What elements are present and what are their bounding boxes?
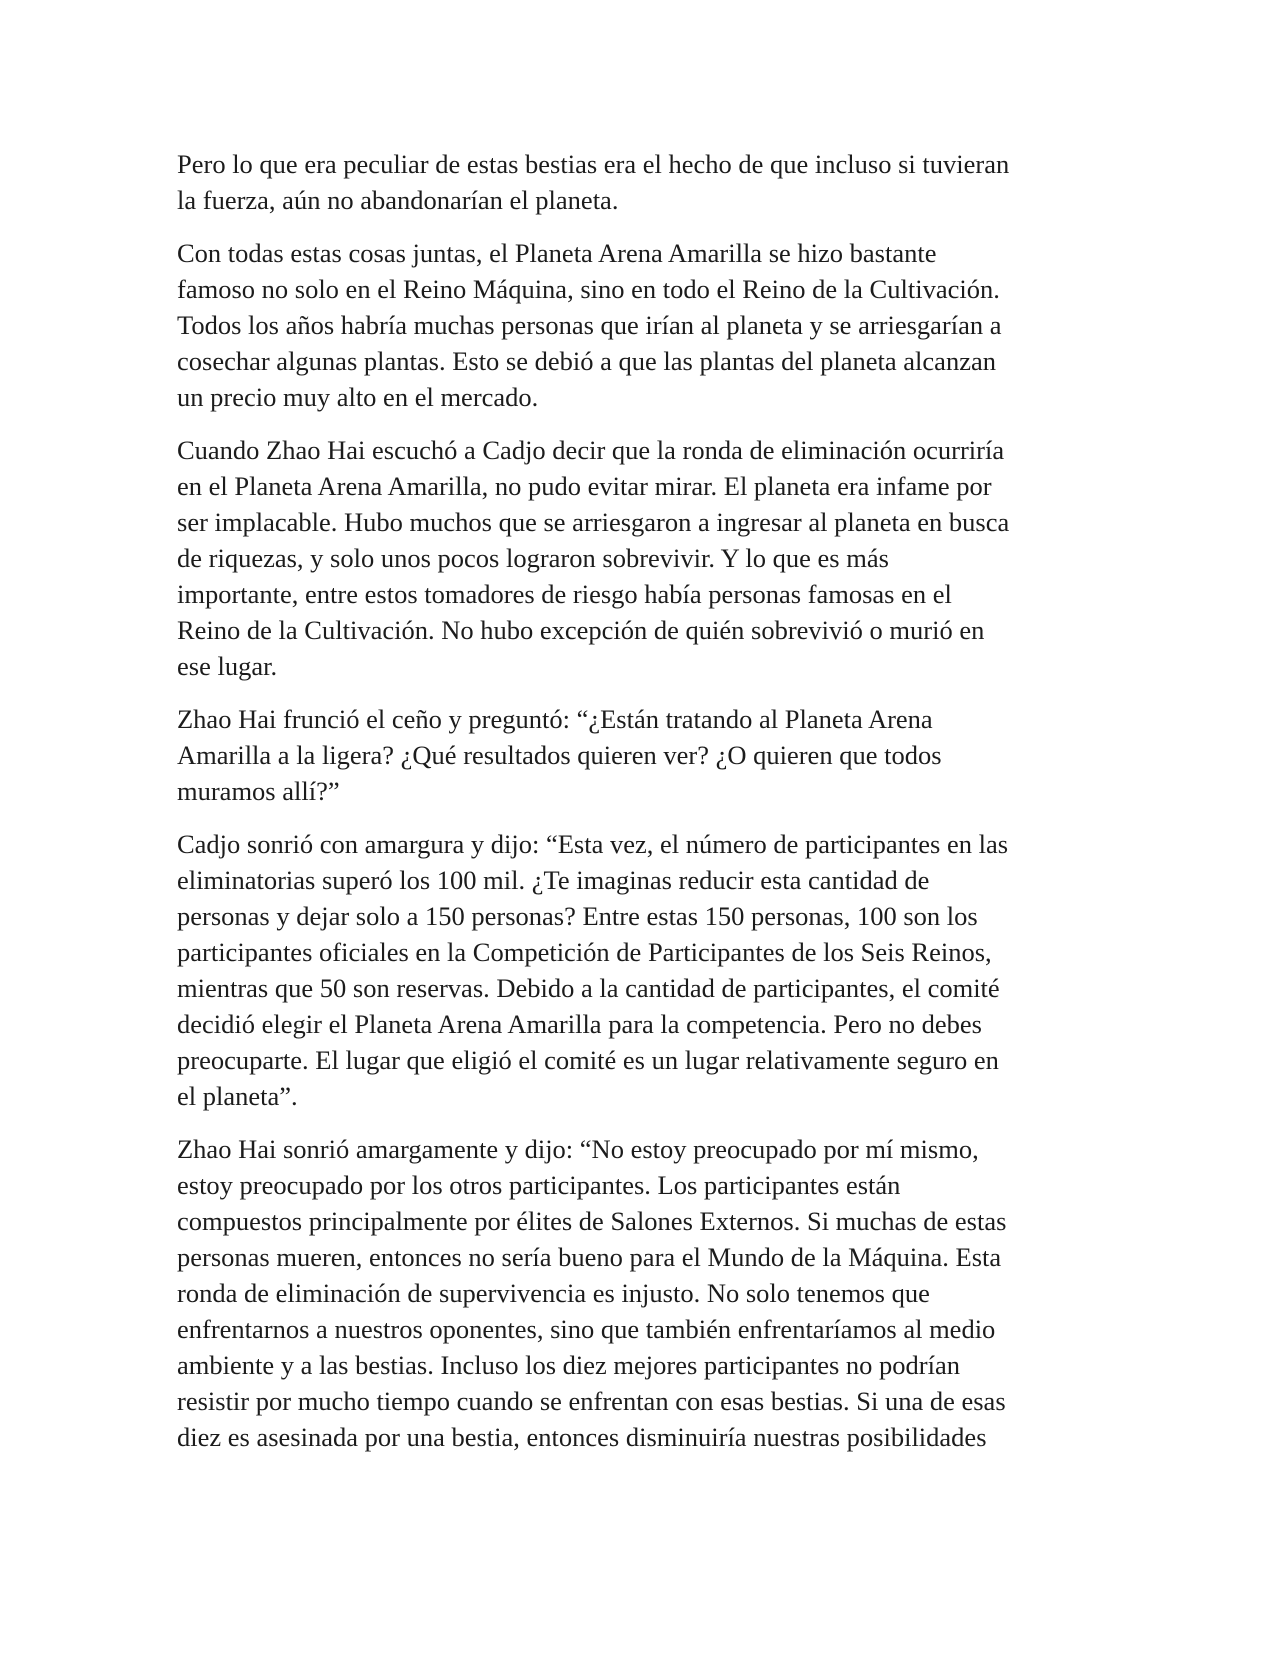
text-line: un precio muy alto en el mercado.	[177, 382, 539, 412]
text-line: de riquezas, y solo unos pocos lograron sobrevivir. Y lo que es más	[177, 543, 889, 573]
text-line: cosechar algunas plantas. Esto se debió a que las plantas del planeta alcanzan	[177, 346, 996, 376]
text-line: resistir por mucho tiempo cuando se enfrentan con esas bestias. Si una de esas	[177, 1386, 1006, 1416]
paragraph-6	[177, 1131, 1107, 1455]
text-line: Reino de la Cultivación. No hubo excepción de quién sobrevivió o murió en	[177, 615, 985, 645]
text-line: importante, entre estos tomadores de riesgo había personas famosas en el	[177, 579, 952, 609]
text-line: personas mueren, entonces no sería bueno para el Mundo de la Máquina. Esta	[177, 1242, 1002, 1272]
text-line: famoso no solo en el Reino Máquina, sino en todo el Reino de la Cultivación.	[177, 274, 1000, 304]
text-line: participantes oficiales en la Competición de Participantes de los Seis Reinos,	[177, 937, 992, 967]
text-line: el planeta”.	[177, 1081, 298, 1111]
text-line: enfrentarnos a nuestros oponentes, sino que también enfrentaríamos al medio	[177, 1314, 996, 1344]
text-line: Pero lo que era peculiar de estas bestias era el hecho de que incluso si tuvieran	[177, 149, 1010, 179]
text-line: eliminatorias superó los 100 mil. ¿Te imaginas reducir esta cantidad de	[177, 865, 930, 895]
text-line: diez es asesinada por una bestia, entonces disminuiría nuestras posibilidades	[177, 1422, 987, 1452]
text-line: Cadjo sonrió con amargura y dijo: “Esta vez, el número de participantes en las	[177, 829, 1009, 859]
text-line: Zhao Hai frunció el ceño y preguntó: “¿Están tratando al Planeta Arena	[177, 704, 933, 734]
text-line: muramos allí?”	[177, 776, 340, 806]
text-line: ronda de eliminación de supervivencia es injusto. No solo tenemos que	[177, 1278, 930, 1308]
text-line: Con todas estas cosas juntas, el Planeta Arena Amarilla se hizo bastante	[177, 238, 937, 268]
text-line: Cuando Zhao Hai escuchó a Cadjo decir que la ronda de eliminación ocurriría	[177, 435, 1005, 465]
text-line: compuestos principalmente por élites de Salones Externos. Si muchas de estas	[177, 1206, 1007, 1236]
paragraph-5	[177, 826, 1107, 1114]
text-line: ambiente y a las bestias. Incluso los diez mejores participantes no podrían	[177, 1350, 960, 1380]
text-line: en el Planeta Arena Amarilla, no pudo evitar mirar. El planeta era infame por	[177, 471, 992, 501]
body-text	[177, 146, 1107, 1472]
paragraph-2	[177, 235, 1107, 415]
text-line: mientras que 50 son reservas. Debido a la cantidad de participantes, el comité	[177, 973, 1000, 1003]
text-line: ser implacable. Hubo muchos que se arriesgaron a ingresar al planeta en busca	[177, 507, 1010, 537]
text-line: ese lugar.	[177, 651, 278, 681]
text-line: Zhao Hai sonrió amargamente y dijo: “No estoy preocupado por mí mismo,	[177, 1134, 979, 1164]
text-line: decidió elegir el Planeta Arena Amarilla para la competencia. Pero no debes	[177, 1009, 982, 1039]
paragraph-1	[177, 146, 1107, 218]
text-line: personas y dejar solo a 150 personas? Entre estas 150 personas, 100 son los	[177, 901, 978, 931]
paragraph-3	[177, 432, 1107, 684]
paragraph-4	[177, 701, 1107, 809]
text-line: Amarilla a la ligera? ¿Qué resultados quieren ver? ¿O quieren que todos	[177, 740, 942, 770]
text-line: preocuparte. El lugar que eligió el comité es un lugar relativamente seguro en	[177, 1045, 999, 1075]
text-line: Todos los años habría muchas personas que irían al planeta y se arriesgarían a	[177, 310, 1002, 340]
text-line: estoy preocupado por los otros participantes. Los participantes están	[177, 1170, 901, 1200]
text-line: la fuerza, aún no abandonarían el planeta.	[177, 185, 619, 215]
